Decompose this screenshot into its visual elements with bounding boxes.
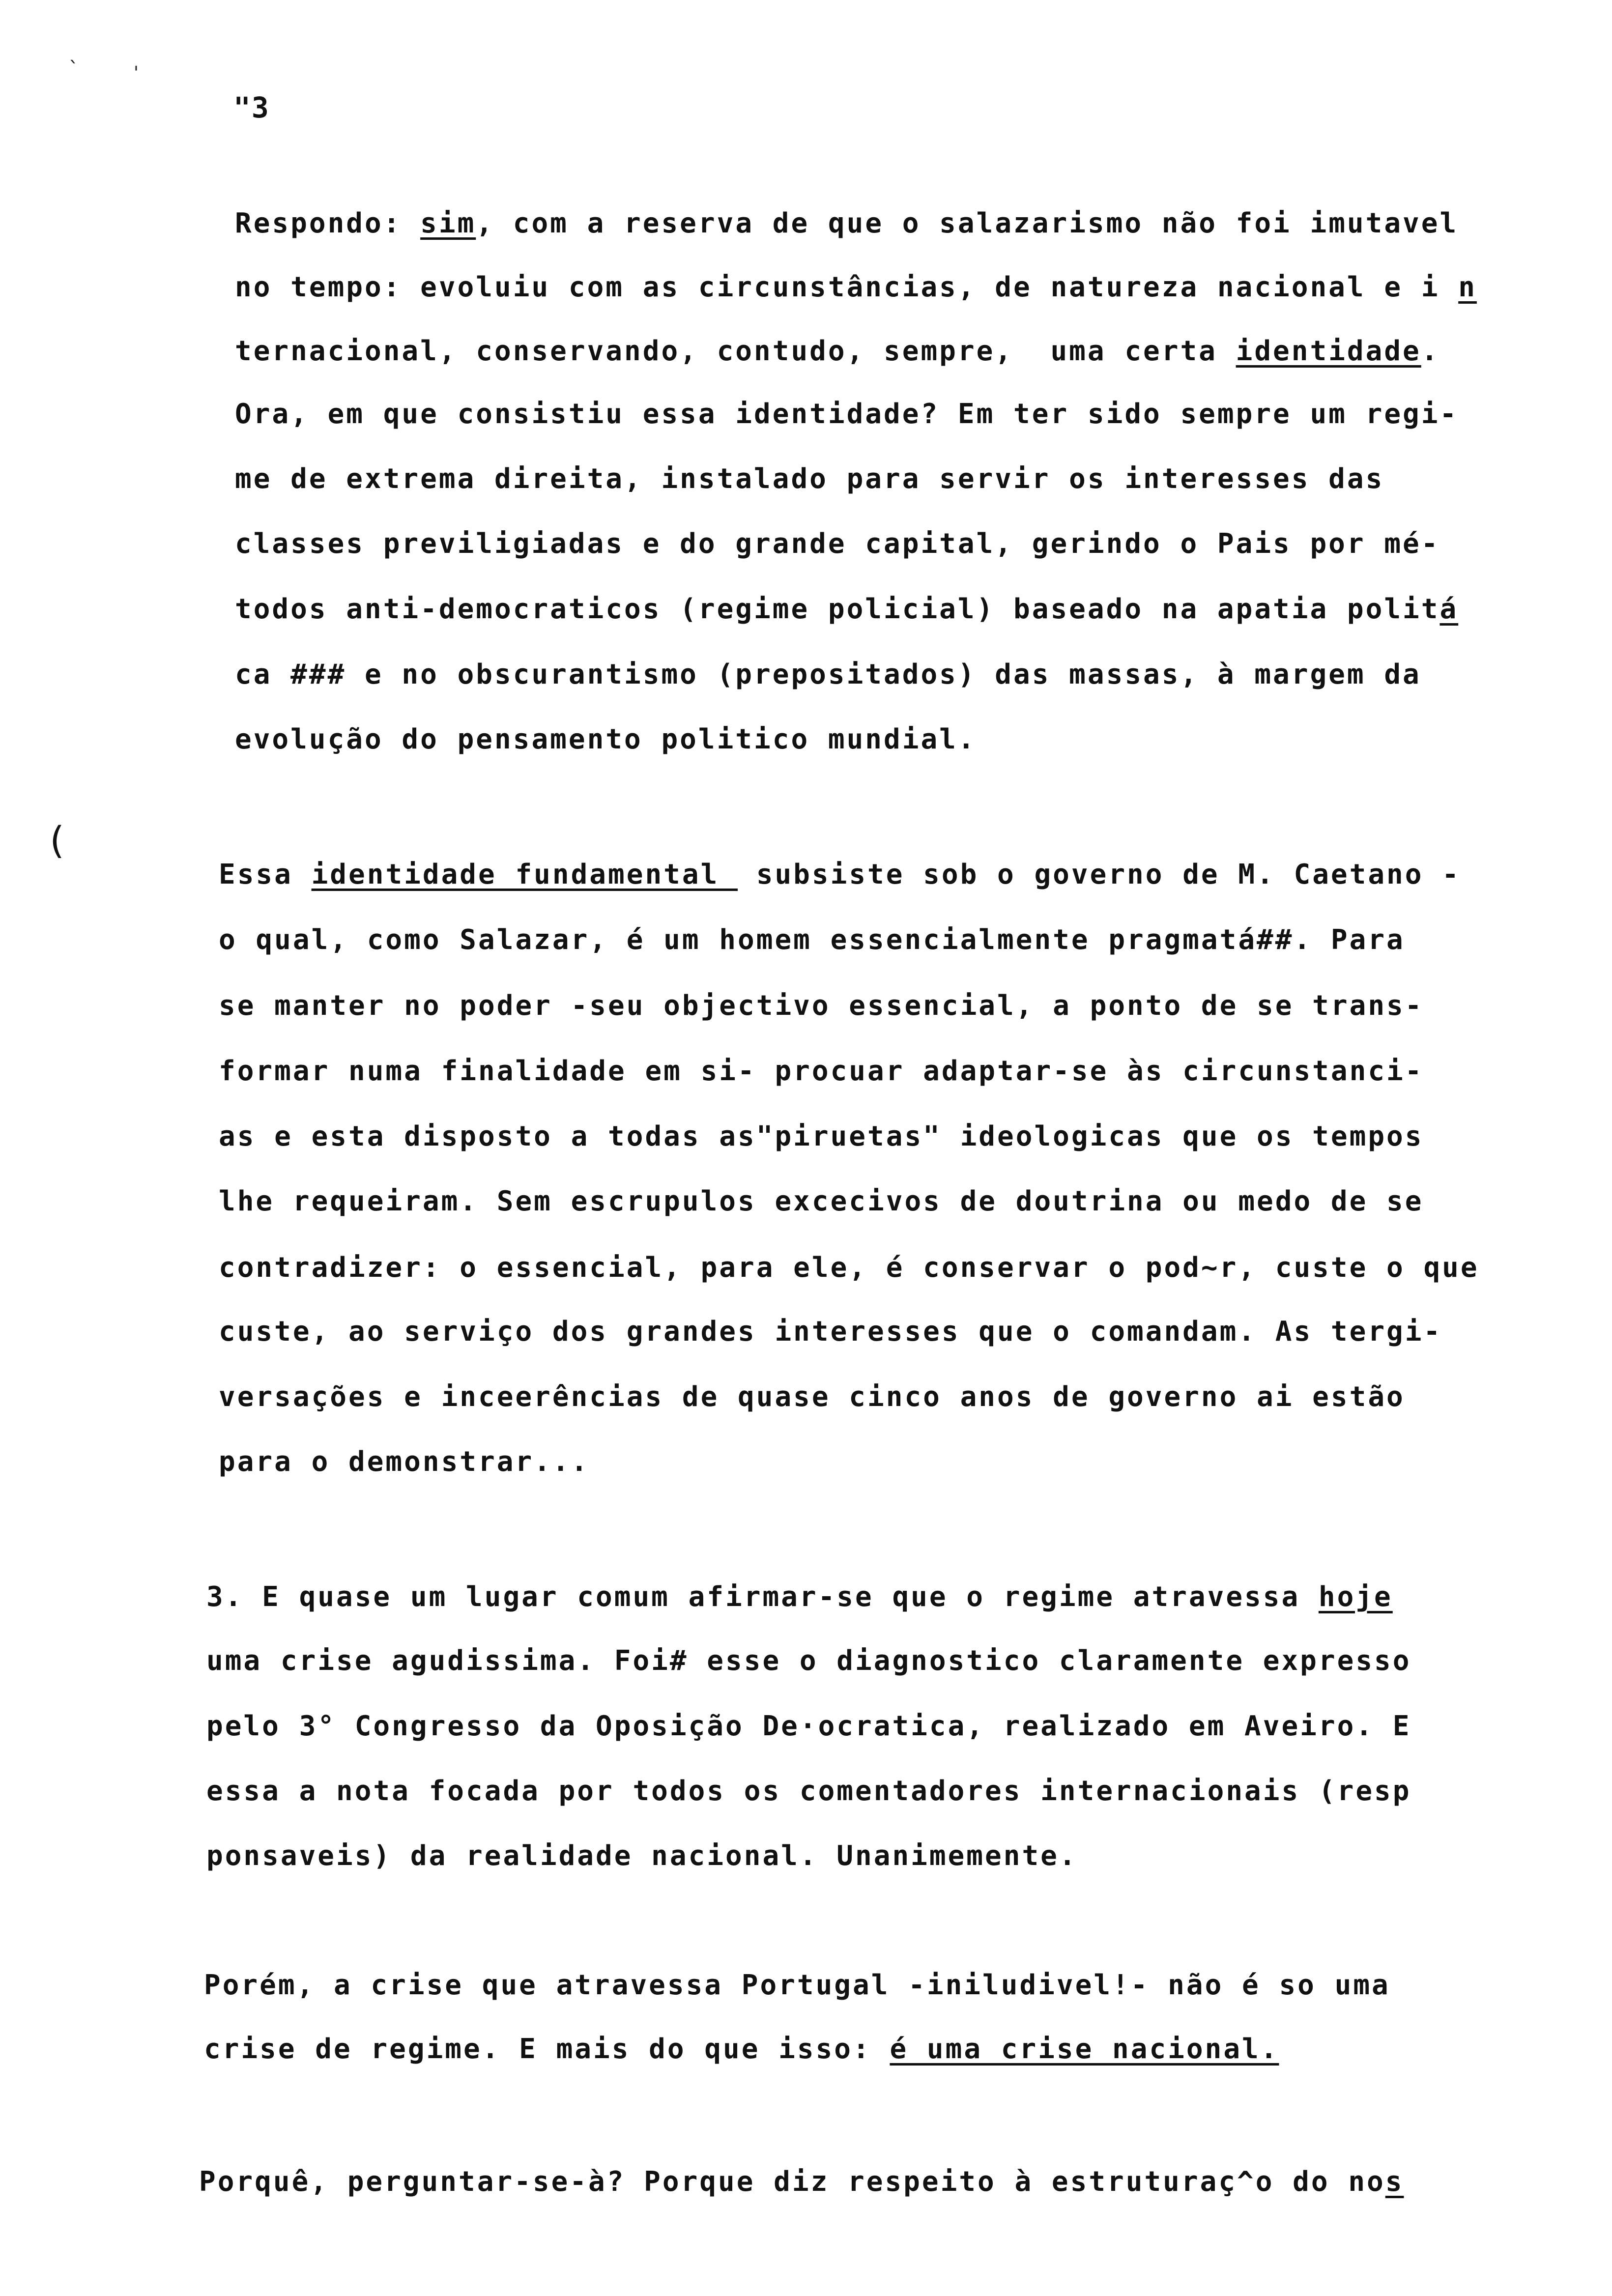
- text-segment: uma crise agudissima. Foi# esse o diagnostico claramente expresso: [206, 1645, 1411, 1677]
- text-line: [235, 658, 1421, 692]
- text-line: [199, 2165, 1404, 2199]
- text-line: [219, 1380, 1405, 1414]
- margin-paren-mark: (: [45, 818, 68, 862]
- text-line: [219, 1251, 1479, 1285]
- text-segment: .: [1421, 335, 1440, 367]
- text-line: [206, 1774, 1411, 1808]
- text-segment: me de extrema direita, instalado para servir os interesses das: [235, 463, 1384, 495]
- text-segment: custe, ao serviço dos grandes interesses que o comandam. As tergi-: [219, 1316, 1442, 1348]
- underlined-text: hoje: [1318, 1581, 1393, 1613]
- text-line: [219, 1184, 1423, 1219]
- text-line: [219, 989, 1423, 1023]
- text-segment: Ora, em que consistiu essa identidade? Em ter sido sempre um regi-: [235, 398, 1459, 430]
- text-segment: ponsaveis) da realidade nacional. Unanimemente.: [206, 1840, 1078, 1872]
- text-line: [235, 206, 1458, 241]
- text-segment: versações e inceerências de quase cinco anos de governo ai estão: [219, 1381, 1405, 1413]
- text-line: [204, 1968, 1390, 2003]
- underlined-text: identidade: [1236, 335, 1421, 367]
- text-line: [235, 334, 1439, 369]
- text-line: [219, 858, 1461, 892]
- text-line: [219, 923, 1405, 957]
- text-segment: Porquê, perguntar-se-à? Porque diz respeito à estruturaç^o do no: [199, 2166, 1385, 2198]
- text-line: [235, 397, 1458, 431]
- text-segment: pelo 3° Congresso da Oposição De·ocratica, realizado em Aveiro. E: [206, 1710, 1411, 1742]
- text-line: [219, 1445, 589, 1479]
- text-line: [235, 462, 1384, 496]
- text-segment: Respondo:: [235, 207, 421, 239]
- text-line: [235, 270, 1477, 305]
- text-segment: classes previligiadas e do grande capital, gerindo o Pais por mé-: [235, 528, 1440, 560]
- text-line: [219, 1315, 1442, 1349]
- text-segment: se manter no poder -seu objectivo essencial, a ponto de se trans-: [219, 990, 1424, 1022]
- text-segment: formar numa finalidade em si- procuar adaptar-se às circunstanci-: [219, 1055, 1424, 1087]
- text-line: [235, 722, 977, 757]
- text-segment: para o demonstrar...: [219, 1446, 590, 1478]
- text-segment: no tempo: evoluiu com as circunstâncias, de natureza nacional e i: [235, 271, 1459, 303]
- text-line: [206, 1644, 1411, 1678]
- underlined-text: identidade fundamental: [311, 859, 738, 890]
- text-line: [219, 1119, 1423, 1154]
- text-line: [235, 527, 1439, 561]
- underlined-text: é uma crise nacional.: [890, 2033, 1279, 2065]
- text-segment: , com a reserva de que o salazarismo não foi imutavel: [476, 207, 1459, 239]
- stray-mark-1: `: [69, 58, 79, 81]
- text-segment: subsiste sob o governo de M. Caetano -: [738, 859, 1461, 890]
- text-segment: lhe requeiram. Sem escrupulos excecivos de doutrina ou medo de se: [219, 1185, 1424, 1217]
- text-segment: o qual, como Salazar, é um homem essencialmente pragmatá##. Para: [219, 924, 1405, 956]
- page-number: "3: [233, 91, 270, 124]
- text-line: [206, 1580, 1393, 1614]
- text-line: [206, 1839, 1078, 1873]
- text-segment: essa a nota focada por todos os comentadores internacionais (resp: [206, 1775, 1411, 1807]
- text-segment: evolução do pensamento politico mundial.: [235, 723, 977, 755]
- underlined-text: n: [1458, 271, 1477, 303]
- text-segment: Porém, a crise que atravessa Portugal -iniludivel!- não é so uma: [204, 1969, 1390, 2001]
- text-segment: contradizer: o essencial, para ele, é conservar o pod~r, custe o que: [219, 1252, 1479, 1284]
- text-line: [235, 592, 1458, 627]
- text-segment: todos anti-democraticos (regime policial) baseado na apatia polit: [235, 593, 1440, 625]
- text-segment: as e esta disposto a todas as"piruetas" ideologicas que os tempos: [219, 1120, 1424, 1152]
- text-segment: crise de regime. E mais do que isso:: [204, 2033, 890, 2065]
- text-line: [219, 1054, 1423, 1089]
- underlined-text: sim: [420, 207, 476, 239]
- text-segment: ca ### e no obscurantismo (prepositados) das massas, à margem da: [235, 659, 1421, 690]
- stray-mark-2: ': [134, 63, 139, 83]
- text-segment: 3. E quase um lugar comum afirmar-se que o regime atravessa: [206, 1581, 1319, 1613]
- underlined-text: s: [1385, 2166, 1404, 2198]
- text-line: [206, 1709, 1411, 1744]
- text-line: [204, 2032, 1279, 2066]
- text-segment: ternacional, conservando, contudo, sempre, uma certa: [235, 335, 1236, 367]
- underlined-text: á: [1439, 593, 1459, 625]
- text-segment: Essa: [219, 859, 312, 890]
